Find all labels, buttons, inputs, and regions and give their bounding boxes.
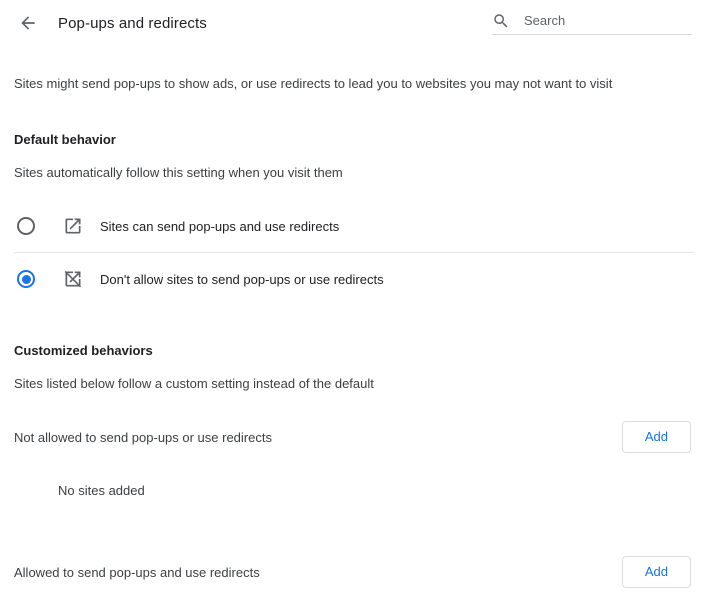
default-behavior-radio-group bbox=[14, 200, 694, 305]
blocked-sites-empty-text: No sites added bbox=[58, 483, 145, 498]
page-title: Pop-ups and redirects bbox=[58, 14, 207, 32]
arrow-back-icon bbox=[18, 13, 38, 33]
default-behavior-description: Sites automatically follow this setting when you visit them bbox=[14, 165, 343, 180]
customized-behaviors-description: Sites listed below follow a custom setting instead of the default bbox=[14, 376, 374, 391]
back-button[interactable] bbox=[12, 7, 44, 39]
settings-content bbox=[0, 74, 708, 592]
radio-allow[interactable] bbox=[17, 217, 35, 235]
radio-row-allow[interactable] bbox=[14, 200, 694, 252]
intro-text: Sites might send pop-ups to show ads, or use redirects to lead you to websites you may not want to visit bbox=[14, 76, 613, 91]
section-gap bbox=[14, 498, 694, 526]
allowed-sites-header bbox=[14, 552, 694, 592]
allowed-sites-label: Allowed to send pop-ups and use redirects bbox=[14, 564, 260, 580]
add-allowed-site-button[interactable]: Add bbox=[622, 556, 691, 588]
radio-row-block[interactable] bbox=[14, 252, 694, 305]
blocked-sites-label: Not allowed to send pop-ups or use redirects bbox=[14, 429, 272, 445]
blocked-sites-header bbox=[14, 417, 694, 457]
open-in-new-icon bbox=[63, 216, 83, 236]
blocked-sites-block bbox=[14, 417, 694, 498]
radio-label-block: Don't allow sites to send pop-ups or use redirects bbox=[100, 271, 384, 287]
open-in-new-off-icon bbox=[63, 269, 83, 289]
customized-behaviors-title: Customized behaviors bbox=[14, 343, 153, 358]
search-icon bbox=[492, 12, 510, 30]
radio-label-allow: Sites can send pop-ups and use redirects bbox=[100, 218, 340, 234]
allowed-sites-block bbox=[14, 552, 694, 592]
search-input[interactable] bbox=[524, 13, 692, 28]
search-box[interactable] bbox=[492, 12, 692, 35]
default-behavior-title: Default behavior bbox=[14, 132, 116, 147]
page-header bbox=[0, 0, 708, 46]
add-blocked-site-button[interactable]: Add bbox=[622, 421, 691, 453]
radio-block[interactable] bbox=[17, 270, 35, 288]
